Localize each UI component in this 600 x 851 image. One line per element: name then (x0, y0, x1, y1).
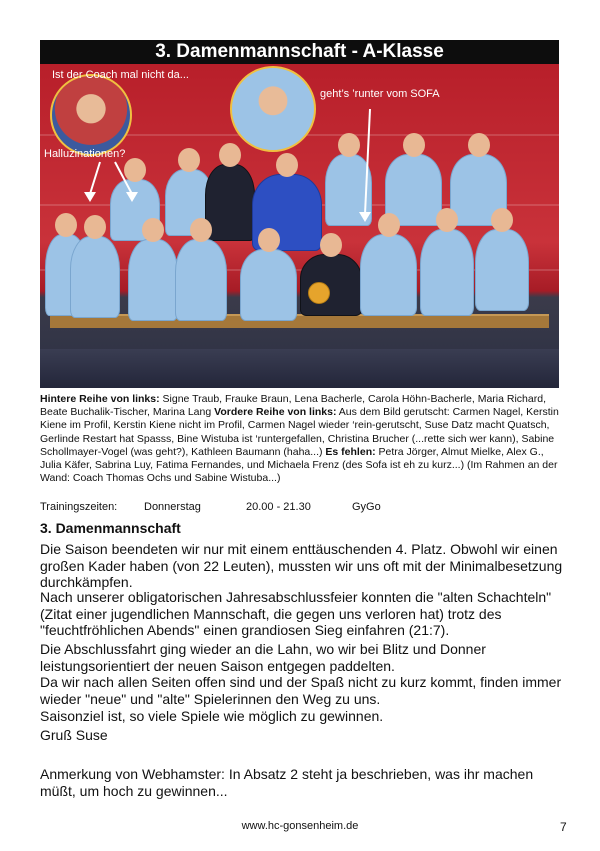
webmaster-note: Anmerkung von Webhamster: In Absatz 2 steht ja beschrieben, was ihr machen müßt, um hoch zu gewinnen... (40, 766, 534, 799)
training-place: GyGo (352, 501, 381, 513)
back-row-heading: Hintere Reihe von links: (40, 393, 160, 405)
training-time: 20.00 - 21.30 (246, 501, 311, 513)
missing-names: Petra Jörger, Almut Mielke, Alex G., Julia Käfer, Sabrina Luy, Fatima Fernandes, und Michaela Frenz (des Sofa ist eh zu kurz...) (Im Rahmen an der Wand: Coach Thomas Ochs und Sabine Wistuba...) (40, 445, 558, 485)
front-row-names: Aus dem Bild gerutscht: Carmen Nagel, Kerstin Kiene im Profil, Kerstin Kiene nicht im Profil, Carmen Nagel wieder ‘rein-gerutscht, Suse Datz macht Quatsch, Gerlinde Restart hat Spasss, Bine Wistuba ist ‘runtergefallen, Christina Brucher (...rette sich wer kann), Sabine Schollmayer-Vogel (was geht?), Kathleen Baumann (haha...) (40, 406, 559, 458)
signature: Gruß Suse (40, 727, 108, 743)
training-day: Donnerstag (144, 501, 201, 513)
photo-caption (40, 393, 559, 485)
paragraph: Die Abschlussfahrt ging wieder an die Lahn, wo wir bei Blitz und Donner leistungsorientiert der neuen Saison entgegen paddelten. (40, 641, 486, 674)
paragraph: Die Saison beendeten wir nur mit einem enttäuschenden 4. Platz. Obwohl wir einen großen Kader haben (von 22 Leuten), mussten wir uns oft mit der Minimalbesetzung durchkämpfen. (40, 541, 563, 590)
team-photo (40, 64, 559, 388)
sofa-annotation: geht’s ’runter vom SOFA (320, 88, 440, 100)
page-number: 7 (560, 820, 567, 834)
training-label: Trainingszeiten: (40, 501, 118, 513)
coach-annotation: Ist der Coach mal nicht da... (52, 69, 189, 81)
hallucination-annotation: Halluzinationen? (44, 148, 126, 160)
back-row-names: Signe Traub, Frauke Braun, Lena Bacherle, Carola Höhn-Bacherle, Maria Richard, Beate Buchalik-Tischer, Marina Lang (40, 393, 546, 419)
annotation-arrows (40, 64, 559, 388)
section-heading: 3. Damenmannschaft (40, 520, 181, 536)
paragraph: Nach unserer obligatorischen Jahresabschlussfeier konnten die "alten Schachteln" (Zitat einer jugendlichen Mannschaft, die gegen uns verloren hat) trotz des "feuchtfröhlichen Abends" einen grandiosen Sieg einfahren (21:7). (40, 589, 552, 638)
front-row-heading: Vordere Reihe von links: (214, 406, 337, 419)
page-title: 3. Damenmannschaft - A-Klasse (40, 40, 559, 64)
training-times (40, 501, 559, 515)
footer-url: www.hc-gonsenheim.de (241, 820, 359, 832)
paragraph: Da wir nach allen Seiten offen sind und der Spaß nicht zu kurz kommt, finden immer wieder "neue" und "alte" Spielerinnen den Weg zu uns. (40, 674, 562, 707)
missing-heading: Es fehlen: (325, 445, 376, 458)
paragraph: Saisonziel ist, so viele Spiele wie möglich zu gewinnen. (40, 708, 384, 724)
